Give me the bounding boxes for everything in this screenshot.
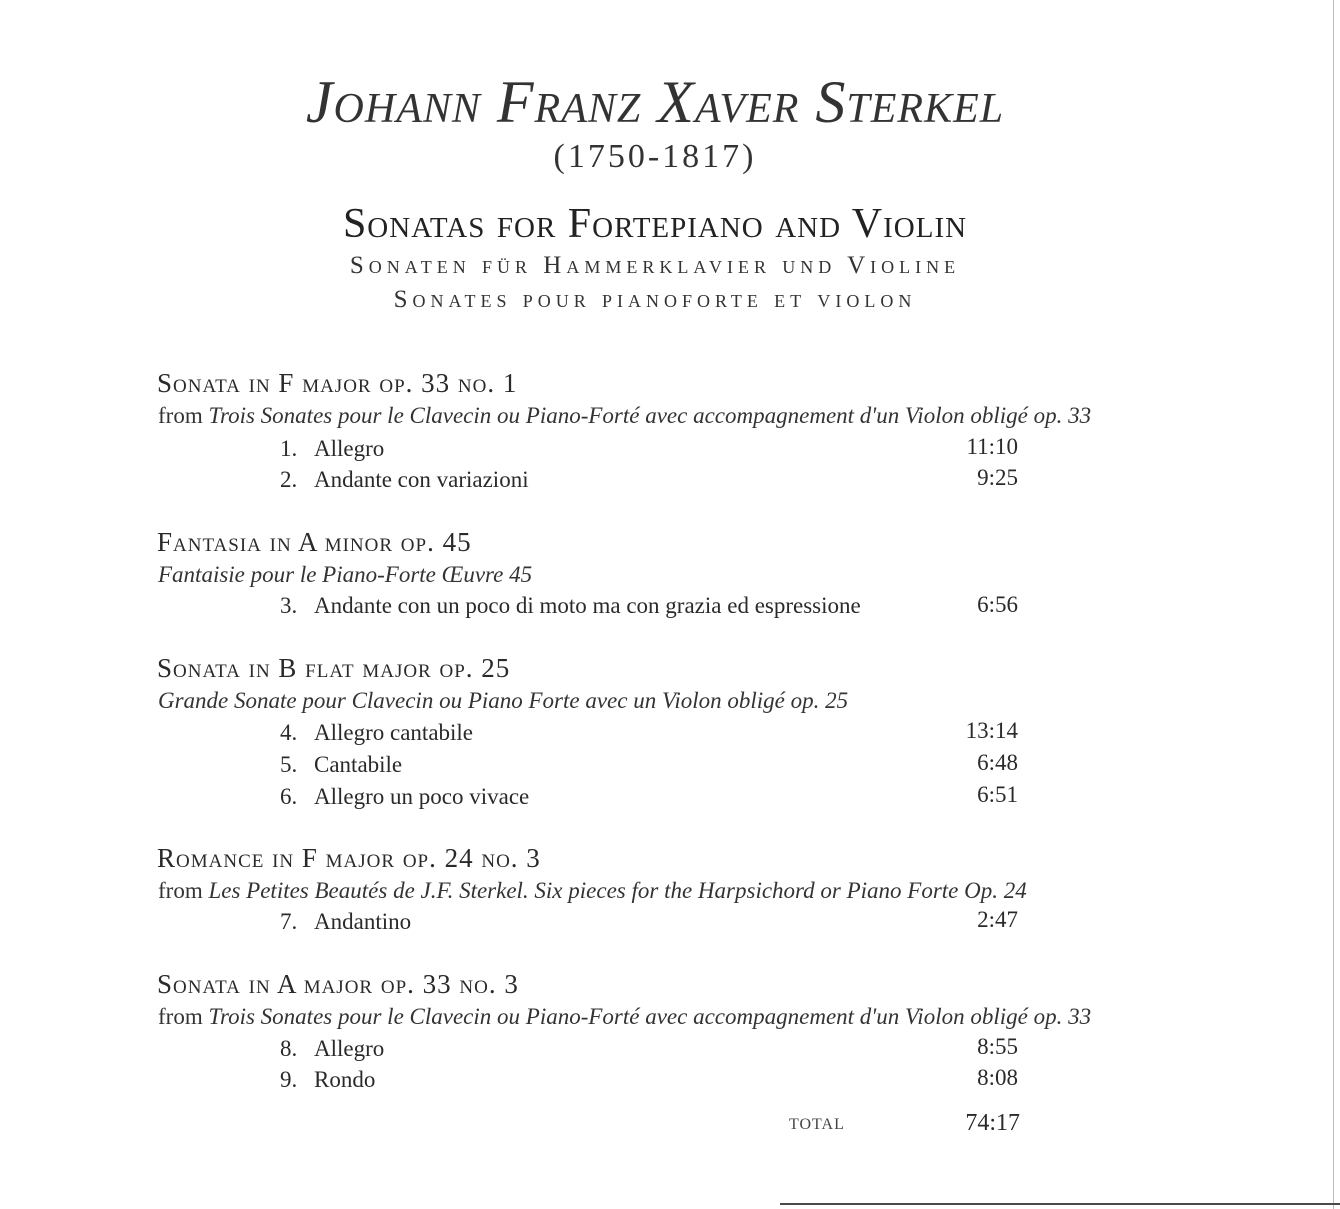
work-title: Sonata in B flat major op. 25 [157,653,511,683]
composer-name: Johann Franz Xaver Sterkel [305,69,1005,135]
work-title: Romance in F major op. 24 no. 3 [157,843,541,873]
track-number: 1. [280,436,298,461]
track-row [280,436,384,462]
work-source [158,403,1091,429]
source-title: Fantaisie pour le Piano-Forte Œuvre 45 [158,562,533,587]
track-number: 9. [280,1067,298,1092]
track-row [280,909,411,935]
track-duration: 2:47 [977,907,1018,932]
track-name: Andante con variazioni [314,467,529,492]
track-number: 5. [280,752,298,777]
track-row [280,467,529,493]
work-source [158,1004,1091,1030]
track-name: Andantino [314,909,412,934]
track-row [280,752,402,778]
track-duration: 6:56 [977,592,1018,617]
track-name: Allegro un poco vivace [314,784,530,809]
track-row [280,593,861,619]
track-duration: 9:25 [977,465,1018,490]
work-source [158,688,848,714]
track-duration: 8:08 [977,1065,1018,1090]
album-title: Sonatas for Fortepiano and Violin [342,201,968,247]
source-prefix: from [158,878,209,903]
track-number: 2. [280,467,298,492]
track-number: 4. [280,720,298,745]
work-source [158,878,1027,904]
work-title: Fantasia in A minor op. 45 [157,527,472,557]
page-edge-bottom [780,1203,1340,1205]
total-label: TOTAL [789,1116,845,1133]
work-title: Sonata in A major op. 33 no. 3 [157,969,519,999]
source-prefix: from [158,1004,209,1029]
track-number: 7. [280,909,298,934]
track-name: Rondo [314,1067,376,1092]
track-row [280,1067,375,1093]
track-row [280,784,529,810]
track-duration: 6:48 [977,750,1018,775]
page-edge-right [1333,0,1334,1209]
album-title-french: Sonates pour pianoforte et violon [393,286,917,313]
composer-dates: (1750-1817) [553,138,757,175]
track-duration: 13:14 [965,718,1018,743]
track-name: Allegro [314,1036,385,1061]
source-prefix: from [158,403,209,428]
work-source [158,562,532,588]
track-name: Andante con un poco di moto ma con grazia ed espressione [314,593,861,618]
track-name: Cantabile [314,752,403,777]
track-name: Allegro [314,436,385,461]
track-name: Allegro cantabile [314,720,474,745]
source-title: Grande Sonate pour Clavecin ou Piano Forte avec un Violon obligé op. 25 [158,688,849,713]
source-title: Trois Sonates pour le Clavecin ou Piano-Forté avec accompagnement d'un Violon obligé op. 33 [208,403,1092,428]
total-duration: 74:17 [965,1110,1020,1136]
track-number: 8. [280,1036,298,1061]
work-title: Sonata in F major op. 33 no. 1 [157,368,518,398]
track-duration: 8:55 [977,1034,1018,1059]
source-title: Trois Sonates pour le Clavecin ou Piano-Forté avec accompagnement d'un Violon obligé op. 33 [208,1004,1092,1029]
track-row [280,1036,384,1062]
track-duration: 6:51 [977,782,1018,807]
album-title-german: Sonaten für Hammerklavier und Violine [349,252,961,279]
track-row [280,720,473,746]
track-duration: 11:10 [966,434,1018,459]
track-number: 3. [280,593,298,618]
track-number: 6. [280,784,298,809]
source-title: Les Petites Beautés de J.F. Sterkel. Six pieces for the Harpsichord or Piano Forte Op. 24 [208,878,1027,903]
